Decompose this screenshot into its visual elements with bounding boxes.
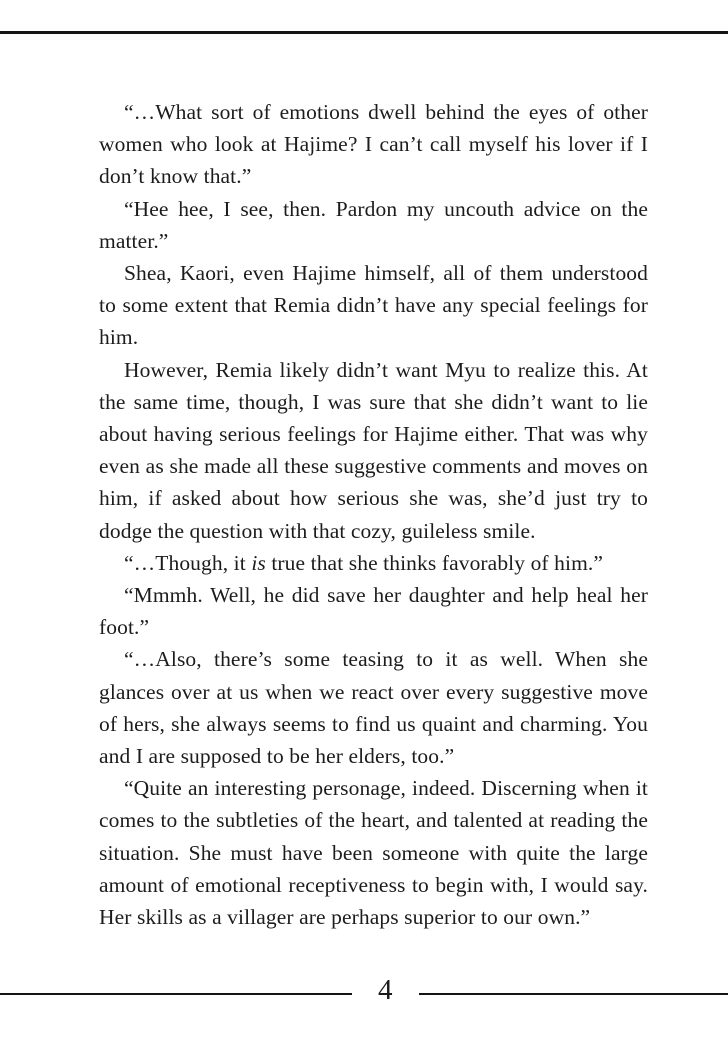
paragraph: “Hee hee, I see, then. Pardon my uncouth advice on the matter.” bbox=[99, 196, 648, 253]
paragraph: However, Remia likely didn’t want Myu to realize this. At the same time, though, I was sure that she didn’t want to lie about having serious feelings for Hajime either. That was why even as she made all these suggestive comments and moves on him, if asked about how serious she was, she’d just try to dodge the question with that cozy, guileless smile. bbox=[99, 357, 648, 543]
paragraph: “…What sort of emotions dwell behind the eyes of other women who look at Hajime? I can’t call myself his lover if I don’t know that.” bbox=[99, 100, 648, 189]
paragraph: “Mmmh. Well, he did save her daughter and help heal her foot.” bbox=[99, 583, 648, 640]
footer-rule-left bbox=[0, 993, 352, 995]
page-footer bbox=[0, 973, 728, 1009]
paragraph: Shea, Kaori, even Hajime himself, all of them understood to some extent that Remia didn’t have any special feelings for him. bbox=[99, 261, 648, 350]
page-number: 4 bbox=[378, 973, 393, 1006]
footer-rule-right bbox=[419, 993, 728, 995]
paragraph: “…Though, it is true that she thinks favorably of him.” bbox=[124, 550, 604, 575]
text-block bbox=[99, 96, 648, 933]
paragraph: “…Also, there’s some teasing to it as well. When she glances over at us when we react over every suggestive move of hers, she always seems to find us quaint and charming. You and I are supposed to be her elders, too.” bbox=[99, 647, 648, 769]
top-divider bbox=[0, 31, 728, 34]
paragraph: “Quite an interesting personage, indeed. Discerning when it comes to the subtleties of the heart, and talented at reading the situation. She must have been someone with quite the large amount of emotional receptiveness to begin with, I would say. Her skills as a villager are perhaps superior to our own.” bbox=[99, 776, 648, 930]
